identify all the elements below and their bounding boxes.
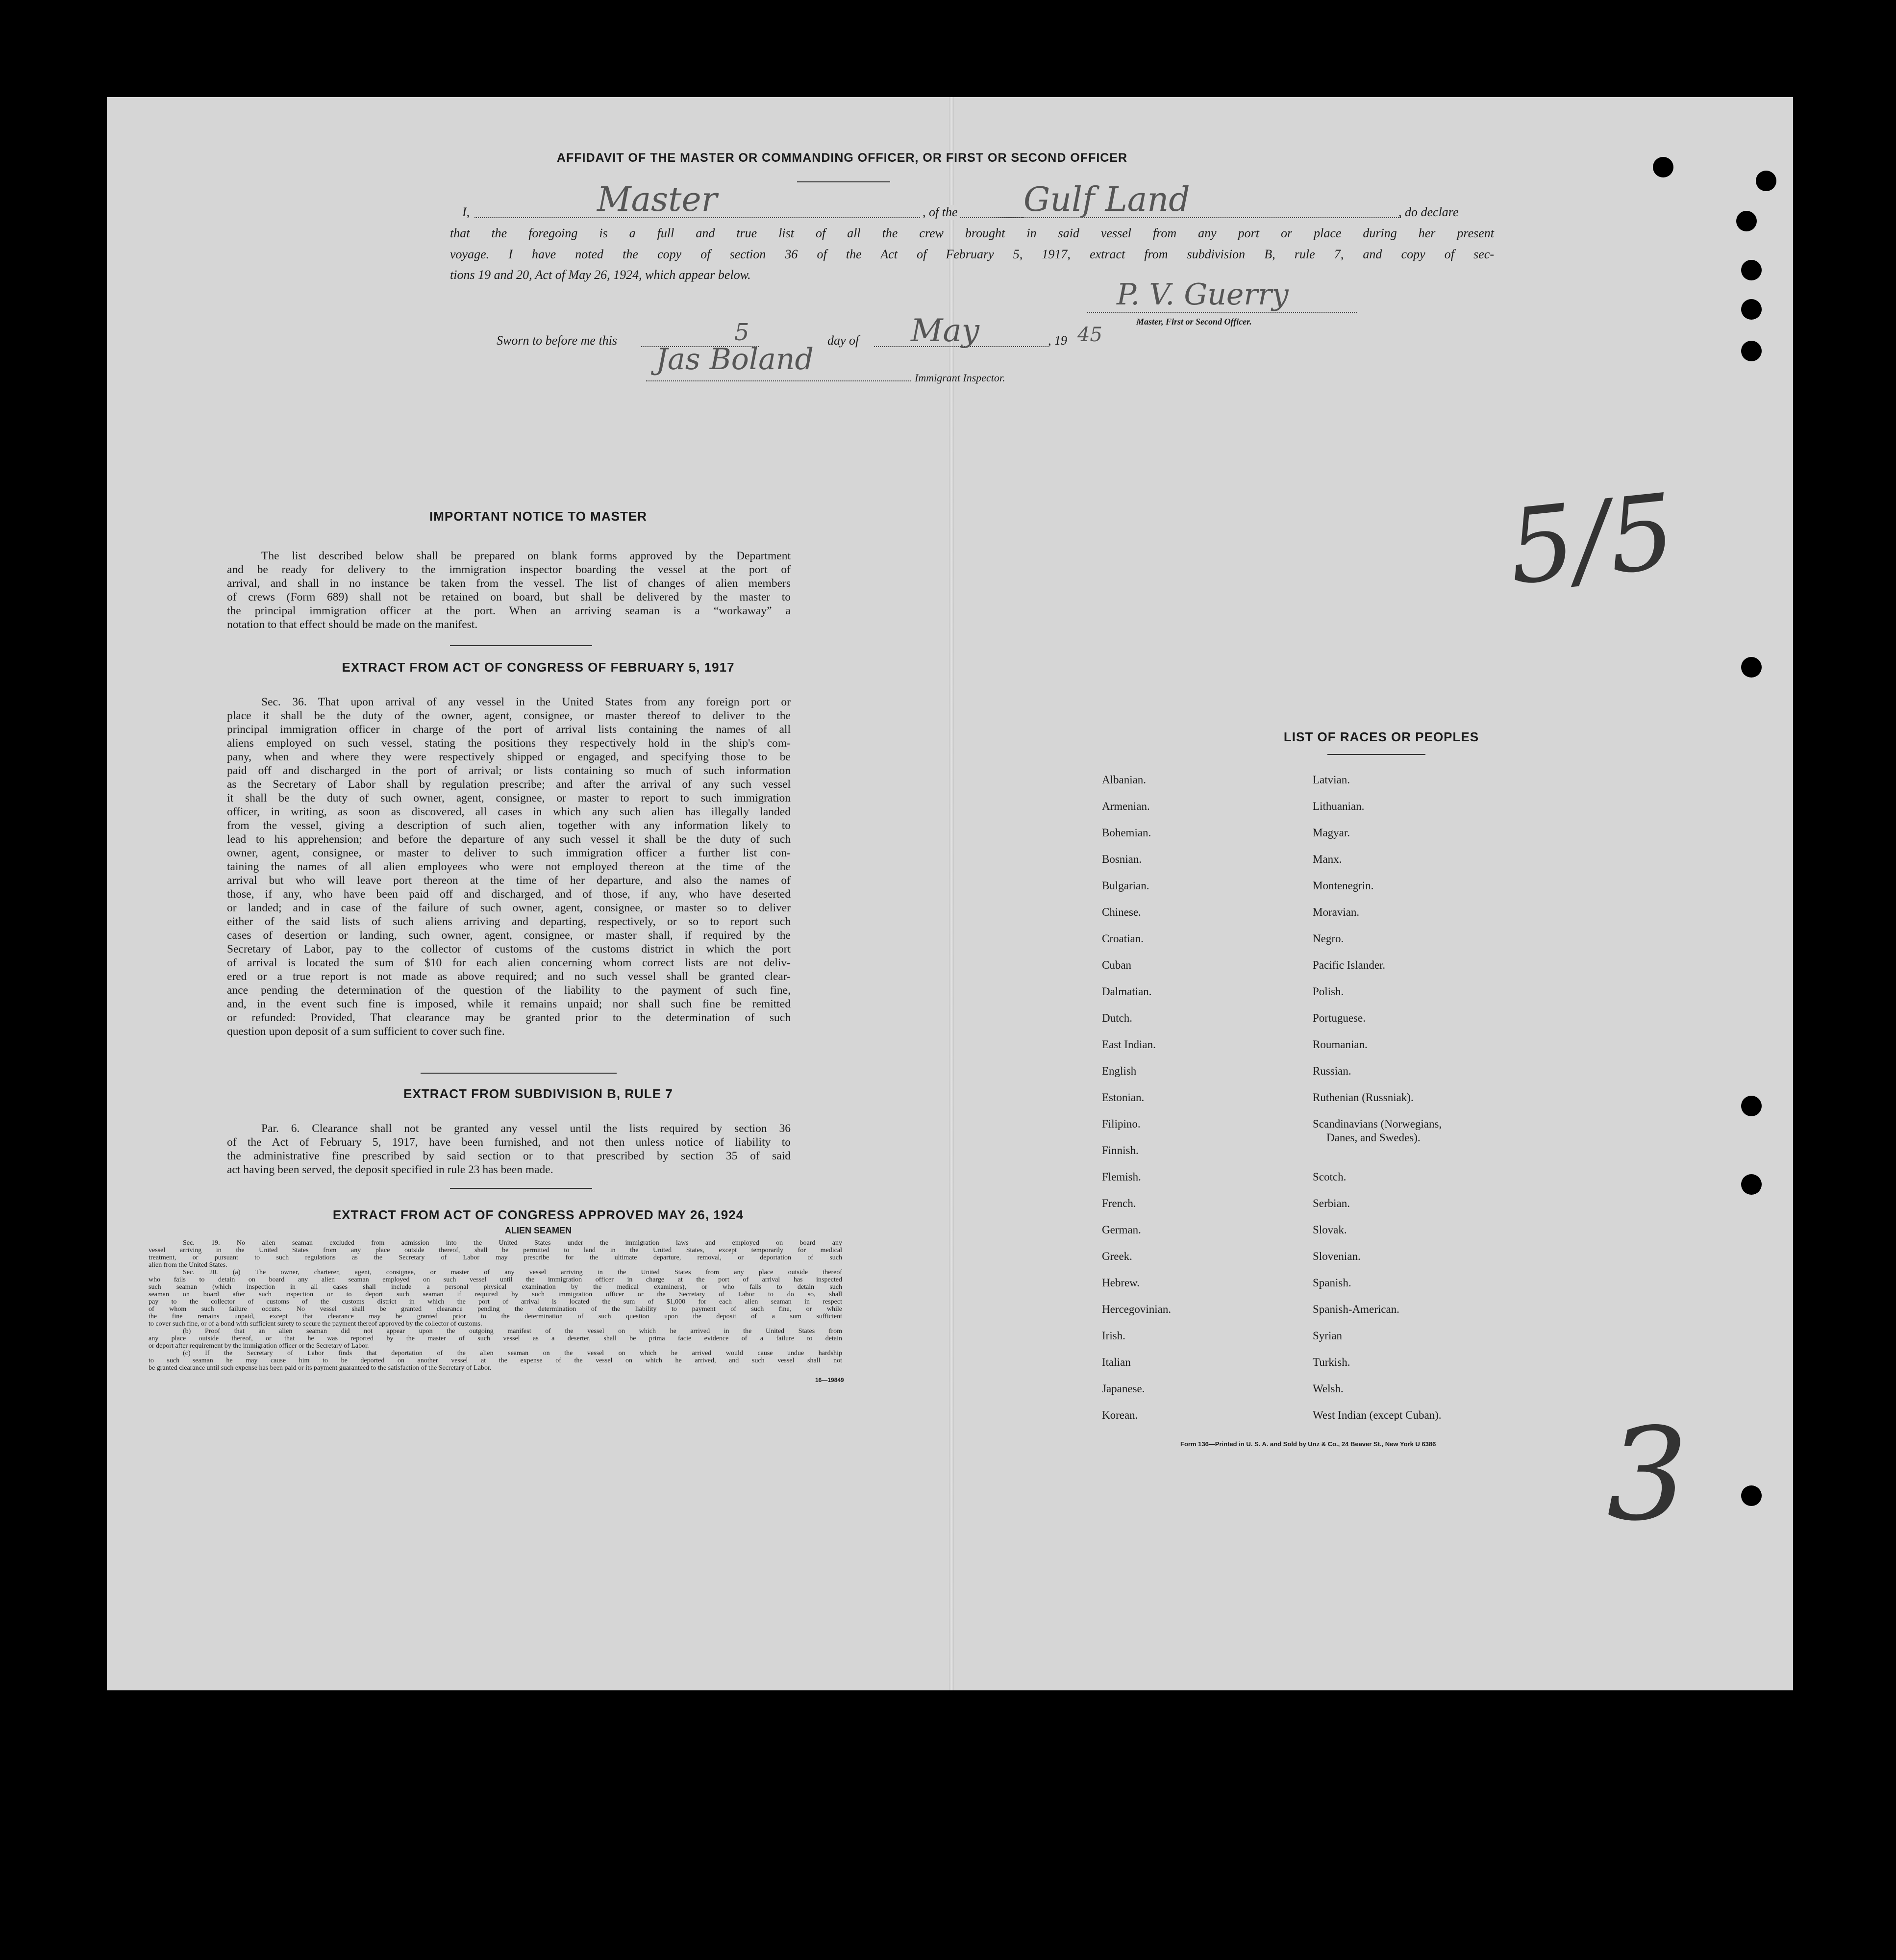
punch-hole	[1736, 211, 1757, 231]
section-rule	[421, 1073, 617, 1074]
inspector-signature: Jas Boland	[656, 342, 814, 377]
extract-1917-line: Secretary of Labor, pay to the collector of customs of the customs district in which the port	[227, 943, 791, 955]
punch-hole	[1741, 1485, 1762, 1506]
race-item: Roumanian.	[1313, 1038, 1368, 1051]
extract-1917-line: officer, in writing, as soon as discovered, all cases in which any such alien has illegally landed	[227, 805, 791, 818]
race-item: Portuguese.	[1313, 1012, 1366, 1024]
race-item: Pacific Islander.	[1313, 959, 1386, 971]
extract-1917-line: taining the names of all alien employees who were not employed thereon at the time of the	[227, 860, 791, 873]
affidavit-line-2: that the foregoing is a full and true list of all the crew brought in said vessel from any port or place during her present	[450, 226, 1494, 240]
section-rule	[450, 1188, 592, 1189]
master-caption: Master, First or Second Officer.	[1136, 317, 1252, 327]
races-title-rule	[1327, 754, 1425, 755]
race-item: Bosnian.	[1102, 853, 1142, 865]
extract-1924-line: to such seaman he may cause him to be deported on another vessel at the expense of the vessel on which he arrived, and such vessel shall not	[149, 1357, 842, 1364]
punch-hole	[1756, 171, 1776, 191]
punch-hole	[1653, 157, 1673, 177]
race-item: Latvian.	[1313, 774, 1350, 786]
sworn-year: 45	[1077, 324, 1102, 346]
race-item: Manx.	[1313, 853, 1342, 865]
race-item: Greek.	[1102, 1250, 1132, 1262]
extract-1924-text	[149, 1239, 842, 1372]
race-item: Dalmatian.	[1102, 985, 1152, 998]
rule7-line: Par. 6. Clearance shall not be granted any vessel until the lists required by section 36	[261, 1122, 791, 1135]
race-item: Lithuanian.	[1313, 800, 1365, 812]
notice-line: the principal immigration officer at the port. When an arriving seaman is a “workaway” a	[227, 604, 791, 617]
race-item: German.	[1102, 1224, 1141, 1236]
extract-1917-line: or landed; and in case of the failure of such owner, agent, consignee, or master so to deliver	[227, 902, 791, 914]
affidavit-vessel-name: Gulf Land	[1023, 180, 1190, 219]
race-item: Magyar.	[1313, 827, 1350, 839]
extract-1924-line: (b) Proof that an alien seaman did not appear upon the outgoing manifest of the vessel on which he arrived in the United States from	[183, 1328, 842, 1335]
notice-text	[227, 549, 791, 631]
affidavit-i-label: I,	[462, 205, 470, 219]
race-item: Scandinavians (Norwegians,	[1313, 1118, 1442, 1130]
races-title: LIST OF RACES OR PEOPLES	[1283, 729, 1479, 744]
extract-1917-line: pany, when and where they were respectively shipped or engaged, and specifying those to be	[227, 751, 791, 763]
extract-1917-line: ance pending the determination of the question of the liability to the payment of such fine,	[227, 984, 791, 997]
race-item: Syrian	[1313, 1330, 1343, 1342]
extract-1924-line: alien from the United States.	[149, 1261, 227, 1269]
extract-1924-line: Sec. 19. No alien seaman excluded from admission into the United States under the immigration laws and employed on board any	[183, 1239, 842, 1247]
extract-1924-line: such seaman (which inspection in all cases shall include a personal physical examination by the medical examiners), or who fails to detain such	[149, 1283, 842, 1291]
affidavit-of-the: , of the	[921, 205, 960, 220]
extract-1924-subtitle: ALIEN SEAMEN	[504, 1226, 572, 1235]
extract-1917-line: cases of desertion or landing, such owner, agent, consignee, or master shall, if required by the	[227, 929, 791, 942]
extract-1924-line: to cover such fine, or of a bond with sufficient surety to secure the payment thereof approved by the collector of customs.	[149, 1320, 482, 1328]
race-item: Japanese.	[1102, 1382, 1145, 1395]
race-item: Dutch.	[1102, 1012, 1132, 1024]
race-item: Estonian.	[1102, 1091, 1145, 1104]
extract-1917-line: paid off and discharged in the port of arrival; or lists containing so much of such information	[227, 764, 791, 777]
race-item: Montenegrin.	[1313, 879, 1374, 892]
extract-1924-line: (c) If the Secretary of Labor finds that deportation of the alien seaman on the vessel on which he arrived would cause undue hardship	[183, 1350, 842, 1357]
punch-hole	[1741, 260, 1762, 280]
sworn-month: May	[911, 313, 979, 349]
race-item: French.	[1102, 1197, 1136, 1209]
extract-1917-line: as the Secretary of Labor shall by regulation prescribe; and after the arrival of any such vessel	[227, 778, 791, 791]
race-item: Bulgarian.	[1102, 879, 1149, 892]
section-rule	[450, 645, 592, 646]
race-item: Chinese.	[1102, 906, 1141, 918]
sworn-label: Sworn to before me this	[497, 333, 618, 348]
punch-hole	[1741, 657, 1762, 678]
notice-line: notation to that effect should be made on the manifest.	[227, 618, 478, 631]
race-item: Bohemian.	[1102, 827, 1151, 839]
race-item: Polish.	[1313, 985, 1344, 998]
extract-1924-title: EXTRACT FROM ACT OF CONGRESS APPROVED MAY 26, 1924	[332, 1207, 744, 1222]
extract-1924-line: pay to the collector of customs of the customs district in which the port of arrival is located the sum of $1,000 for each alien seaman in respect	[149, 1298, 842, 1306]
race-item: Negro.	[1313, 932, 1344, 945]
form-footer: Form 136—Printed in U. S. A. and Sold by Unz & Co., 24 Beaver St., New York U 6386	[1180, 1440, 1436, 1448]
master-signature-line	[1087, 312, 1357, 313]
extract-1924-line: be granted clearance until such expense has been paid or its payment guaranteed to the satisfaction of the Secretary of Labor.	[149, 1364, 492, 1372]
extract-1924-line: the fine remains unpaid, except that clearance may be granted prior to the determination of such question upon the deposit of a sum sufficient	[149, 1313, 842, 1320]
race-item: East Indian.	[1102, 1038, 1156, 1051]
inspector-line	[646, 380, 911, 381]
rule7-text	[227, 1122, 791, 1177]
race-item: Spanish.	[1313, 1277, 1351, 1289]
extract-1924-line: any place outside thereof, or that he was reported by the master of such vessel as a deserter, shall be prima facie evidence of a failure to detain	[149, 1335, 842, 1342]
race-item: Cuban	[1102, 959, 1132, 971]
extract-1917-line: and, in the event such fine is imposed, while it remains unpaid; nor shall such fine be remitted	[227, 998, 791, 1010]
rule7-line: act having been served, the deposit specified in rule 23 has been made.	[227, 1163, 553, 1176]
races-left-column	[1102, 774, 1171, 1435]
race-item: Ruthenian (Russniak).	[1313, 1091, 1414, 1104]
race-item: Albanian.	[1102, 774, 1147, 786]
day-of-label: day of	[827, 333, 859, 348]
extract-1917-line: place it shall be the duty of the owner, agent, consignee, or master thereof to deliver to the	[227, 709, 791, 722]
extract-1917-line: ered or a true report is not made as above required; and no such vessel shall be granted clear-	[227, 970, 791, 983]
extract-1917-line: those, if any, who have been paid off and discharged, and of those, if any, who have deserted	[227, 888, 791, 901]
race-item-continued: Danes, and Swedes).	[1326, 1131, 1421, 1144]
race-item: Finnish.	[1102, 1144, 1139, 1156]
extract-1917-text	[227, 695, 791, 1038]
punch-hole	[1741, 299, 1762, 320]
notice-line: and be ready for delivery to the immigration inspector boarding the vessel at the port of	[227, 563, 791, 576]
affidavit-title: AFFIDAVIT OF THE MASTER OR COMMANDING OFFICER, OR FIRST OR SECOND OFFICER	[556, 151, 1128, 165]
race-item: English	[1102, 1065, 1137, 1077]
extract-1917-line: lead to his apprehension; and before the departure of any such vessel it shall be the duty of such	[227, 833, 791, 846]
race-item: Hercegovinian.	[1102, 1303, 1172, 1315]
race-item: Slovenian.	[1313, 1250, 1361, 1262]
page-fraction-annotation: 5/5	[1503, 471, 1680, 608]
affidavit-line-3: voyage. I have noted the copy of section 36 of the Act of February 5, 1917, extract from subdivision B, rule 7, and copy of sec-	[450, 247, 1494, 261]
race-item: West Indian (except Cuban).	[1313, 1409, 1442, 1421]
document-sheet	[107, 97, 1793, 1690]
rule7-line: of the Act of February 5, 1917, have been furnished, and not then unless notice of liability to	[227, 1136, 791, 1149]
form-code: 16—19849	[815, 1377, 844, 1383]
affidavit-master-name: Master	[597, 180, 718, 219]
race-item: Russian.	[1313, 1065, 1351, 1077]
rule7-title: EXTRACT FROM SUBDIVISION B, RULE 7	[403, 1086, 673, 1101]
extract-1924-line: of whom such failure occurs. No vessel shall be granted clearance pending the determination of the liability to payment of such fine, or while	[149, 1306, 842, 1313]
race-item: Spanish-American.	[1313, 1303, 1399, 1315]
race-item: Korean.	[1102, 1409, 1138, 1421]
extract-1917-line: or refunded: Provided, That clearance may be granted prior to the determination of such	[227, 1011, 791, 1024]
race-item: Hebrew.	[1102, 1277, 1140, 1289]
year-prefix: , 19	[1048, 333, 1067, 348]
race-item: Slovak.	[1313, 1224, 1347, 1236]
punch-hole	[1741, 1174, 1762, 1195]
extract-1924-line: or deport after requirement by the immigration officer or the Secretary of Labor.	[149, 1342, 369, 1350]
extract-1917-line: question upon deposit of a sum sufficient to cover such fine.	[227, 1025, 505, 1038]
page-number-annotation: 3	[1607, 1401, 1688, 1549]
race-item: Filipino.	[1102, 1118, 1141, 1130]
extract-1917-line: either of the said lists of such aliens arriving and departing, respectively, or so to report such	[227, 915, 791, 928]
inspector-caption: Immigrant Inspector.	[915, 372, 1005, 384]
races-right-column	[1313, 774, 1442, 1435]
race-item: Croatian.	[1102, 932, 1144, 945]
race-item: Welsh.	[1313, 1382, 1344, 1395]
title-rule	[797, 181, 890, 182]
extract-1917-line: aliens employed on such vessel, stating the positions they respectively hold in the ship's com-	[227, 737, 791, 750]
extract-1917-line: principal immigration officer in charge of the port of arrival lists containing the names of all	[227, 723, 791, 736]
extract-1924-line: who fails to detain on board any alien seaman employed on such vessel until the immigration officer in charge at the port of arrival has inspected	[149, 1276, 842, 1283]
rule7-line: the administrative fine prescribed by said section or to that prescribed by section 35 of said	[227, 1150, 791, 1162]
notice-line: of crews (Form 689) shall not be retained on board, but shall be delivered by the master to	[227, 591, 791, 603]
affidavit-do-declare: , do declare	[1398, 205, 1459, 219]
race-item: Serbian.	[1313, 1197, 1350, 1209]
race-item: Turkish.	[1313, 1356, 1350, 1368]
notice-line: arrival, and shall in no instance be taken from the vessel. The list of changes of alien members	[227, 577, 791, 590]
extract-1917-line: owner, agent, consignee, or master to deliver to such immigration officer a further list con-	[227, 847, 791, 859]
punch-hole	[1741, 1096, 1762, 1116]
race-item: Moravian.	[1313, 906, 1360, 918]
notice-line: The list described below shall be prepared on blank forms approved by the Department	[261, 550, 791, 562]
race-item: Italian	[1102, 1356, 1131, 1368]
extract-1917-line: arrival but who will leave port thereon at the time of her departure, and also the names of	[227, 874, 791, 887]
race-item: Scotch.	[1313, 1171, 1347, 1183]
extract-1924-line: seaman on board after such inspection or to deport such seaman if required by such immigration officer or the Secretary of Labor to do so, shall	[149, 1291, 842, 1298]
master-signature: P. V. Guerry	[1117, 277, 1289, 312]
punch-hole	[1741, 341, 1762, 361]
extract-1917-line: of arrival is located the sum of $10 for each alien concerning whom correct lists are not deliv-	[227, 956, 791, 969]
extract-1917-title: EXTRACT FROM ACT OF CONGRESS OF FEBRUARY 5, 1917	[342, 660, 735, 675]
extract-1917-line: it shall be the duty of such owner, agent, consignee, or master to report to such immigration	[227, 792, 791, 804]
sworn-day: 5	[734, 319, 749, 346]
extract-1924-line: vessel arriving in the United States from any place outside thereof, shall be permitted to land in the United States, except temporarily for medical	[149, 1247, 842, 1254]
affidavit-line-4: tions 19 and 20, Act of May 26, 1924, which appear below.	[450, 268, 751, 282]
race-item: Armenian.	[1102, 800, 1150, 812]
extract-1917-line: Sec. 36. That upon arrival of any vessel in the United States from any foreign port or	[261, 696, 791, 708]
extract-1924-line: treatment, or pursuant to such regulations as the Secretary of Labor may prescribe for the ultimate departure, removal, or deportation of such	[149, 1254, 842, 1261]
extract-1924-line: Sec. 20. (a) The owner, charterer, agent, consignee, or master of any vessel arriving in the United States from any place outside thereof	[183, 1269, 842, 1276]
race-item: Flemish.	[1102, 1171, 1141, 1183]
notice-title: IMPORTANT NOTICE TO MASTER	[429, 509, 647, 524]
race-item: Irish.	[1102, 1330, 1125, 1342]
extract-1917-line: from the vessel, giving a description of such alien, together with any information likely to	[227, 819, 791, 832]
